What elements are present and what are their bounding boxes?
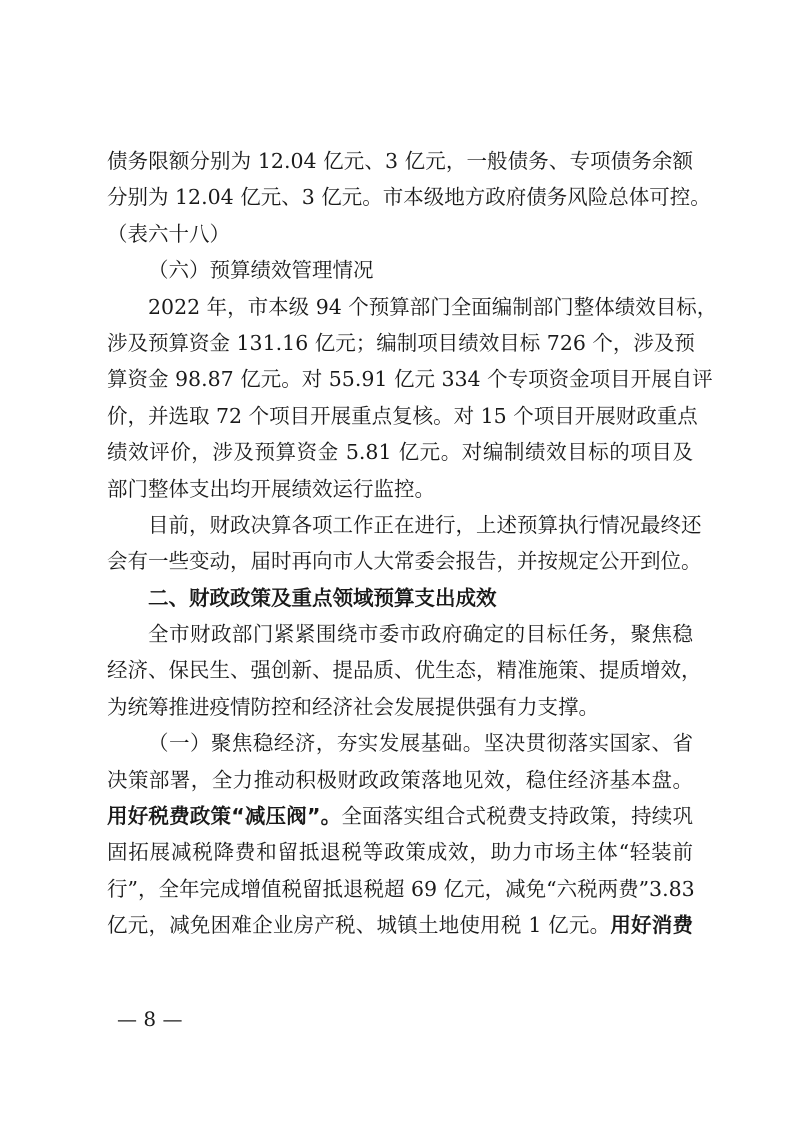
text-line	[107, 725, 693, 761]
text-line: 绩效评价，涉及预算资金 5.81 亿元。对编制绩效目标的项目及	[107, 440, 693, 465]
text-line	[107, 798, 693, 834]
text-line: 经济、保民生、强创新、提品质、优生态，精准施策、提质增效，	[107, 658, 702, 683]
text-line: 部门整体支出均开展绩效运行监控。	[107, 476, 435, 501]
text-span: 亿元，减免困难企业房产税、城镇土地使用税 1 亿元。	[107, 913, 611, 938]
text-line: 涉及预算资金 131.16 亿元；编制项目绩效目标 726 个，涉及预	[107, 330, 695, 355]
text-line: 2022 年，市本级 94 个预算部门全面编制部门整体绩效目标，	[148, 294, 718, 319]
text-line: 算资金 98.87 亿元。对 55.91 亿元 334 个专项资金项目开展自评	[107, 367, 713, 392]
subsection-heading: （六）预算绩效管理情况	[148, 258, 374, 283]
document-page	[107, 143, 718, 944]
text-line: 固拓展减税降费和留抵退税等政策成效，助力市场主体“轻装前	[107, 840, 693, 865]
text-line: 目前，财政决算各项工作正在进行，上述预算执行情况最终还	[148, 512, 702, 537]
bold-lead: 用好税费政策“减压阀”。	[107, 804, 342, 829]
text-span: 全面落实组合式税费支持政策，持续巩	[341, 804, 693, 829]
text-span: 坚决贯彻落实国家、省	[483, 731, 694, 756]
text-line: 为统筹推进疫情防控和经济社会发展提供强有力支撑。	[107, 694, 599, 719]
text-line: 分别为 12.04 亿元、3 亿元。市本级地方政府债务风险总体可控。	[107, 185, 711, 210]
text-line: 全市财政部门紧紧围绕市委市政府确定的目标任务，聚焦稳	[148, 622, 693, 647]
text-line: 会有一些变动，届时再向市人大常委会报告，并按规定公开到位。	[107, 549, 702, 574]
text-line	[107, 907, 693, 943]
section-heading: 二、财政政策及重点领域预算支出成效	[148, 585, 497, 610]
text-line: 行”，全年完成增值税留抵退税超 69 亿元，减免“六税两费”3.83	[107, 876, 695, 901]
subsection-heading-inline: （一）聚焦稳经济，夯实发展基础。	[148, 731, 484, 756]
text-line: 决策部署，全力推动积极财政政策落地见效，稳住经济基本盘。	[107, 767, 693, 792]
text-line: 债务限额分别为 12.04 亿元、3 亿元，一般债务、专项债务余额	[107, 149, 693, 173]
page-number: — 8 —	[117, 1007, 183, 1031]
bold-lead: 用好消费	[610, 913, 694, 938]
text-line: （表六十八）	[107, 221, 230, 246]
text-line: 价，并选取 72 个项目开展重点复核。对 15 个项目开展财政重点	[107, 403, 698, 428]
